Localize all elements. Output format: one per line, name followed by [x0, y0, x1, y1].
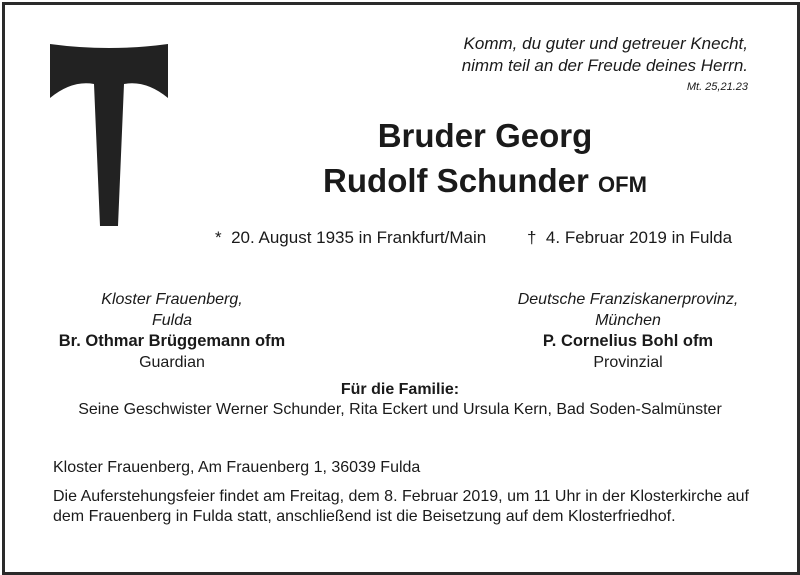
signatory-place: Deutsche Franziskanerprovinz, [517, 291, 739, 308]
birth-text: 20. August 1935 in Frankfurt/Main [231, 228, 487, 247]
funeral-info: Die Auferstehungsfeier findet am Freitag, dem 8. Februar 2019, um 11 Uhr in der Klosterkirche auf dem Frauenberg in Fulda statt, anschließend ist die Beisetzung auf dem Klosterfriedhof. [53, 488, 749, 525]
signatory-place: Kloster Frauenberg, [101, 291, 243, 308]
address: Kloster Frauenberg, Am Frauenberg 1, 36039 Fulda [53, 459, 421, 476]
tau-cross-icon [50, 40, 168, 228]
family-heading: Für die Familie: [340, 381, 460, 398]
death-symbol: † [527, 228, 537, 247]
birth-symbol: * [215, 228, 222, 247]
signatory-role: Guardian [139, 354, 205, 371]
signatory-left [22, 289, 322, 373]
birth-date [215, 228, 486, 248]
deceased-name-line-1: Bruder Georg [377, 117, 593, 154]
death-date [527, 228, 732, 248]
quote-line-1: Komm, du guter und getreuer Knecht, [463, 34, 748, 53]
signatory-city: München [595, 312, 661, 329]
bible-quote [462, 33, 748, 77]
deceased-name-line-2 [220, 162, 750, 200]
signatory-name: P. Cornelius Bohl ofm [542, 332, 714, 350]
signatory-right [478, 289, 778, 373]
signatory-name: Br. Othmar Brüggemann ofm [58, 332, 286, 350]
deceased-name: Rudolf Schunder [323, 162, 589, 199]
signatory-role: Provinzial [593, 354, 663, 371]
signatory-city: Fulda [151, 312, 193, 329]
quote-line-2: nimm teil an der Freude deines Herrn. [461, 56, 748, 75]
quote-reference: Mt. 25,21.23 [686, 81, 748, 93]
death-text: 4. Februar 2019 in Fulda [545, 228, 733, 247]
family-members: Seine Geschwister Werner Schunder, Rita Eckert und Ursula Kern, Bad Soden-Salmünster [78, 401, 722, 418]
order-suffix: OFM [598, 172, 647, 197]
